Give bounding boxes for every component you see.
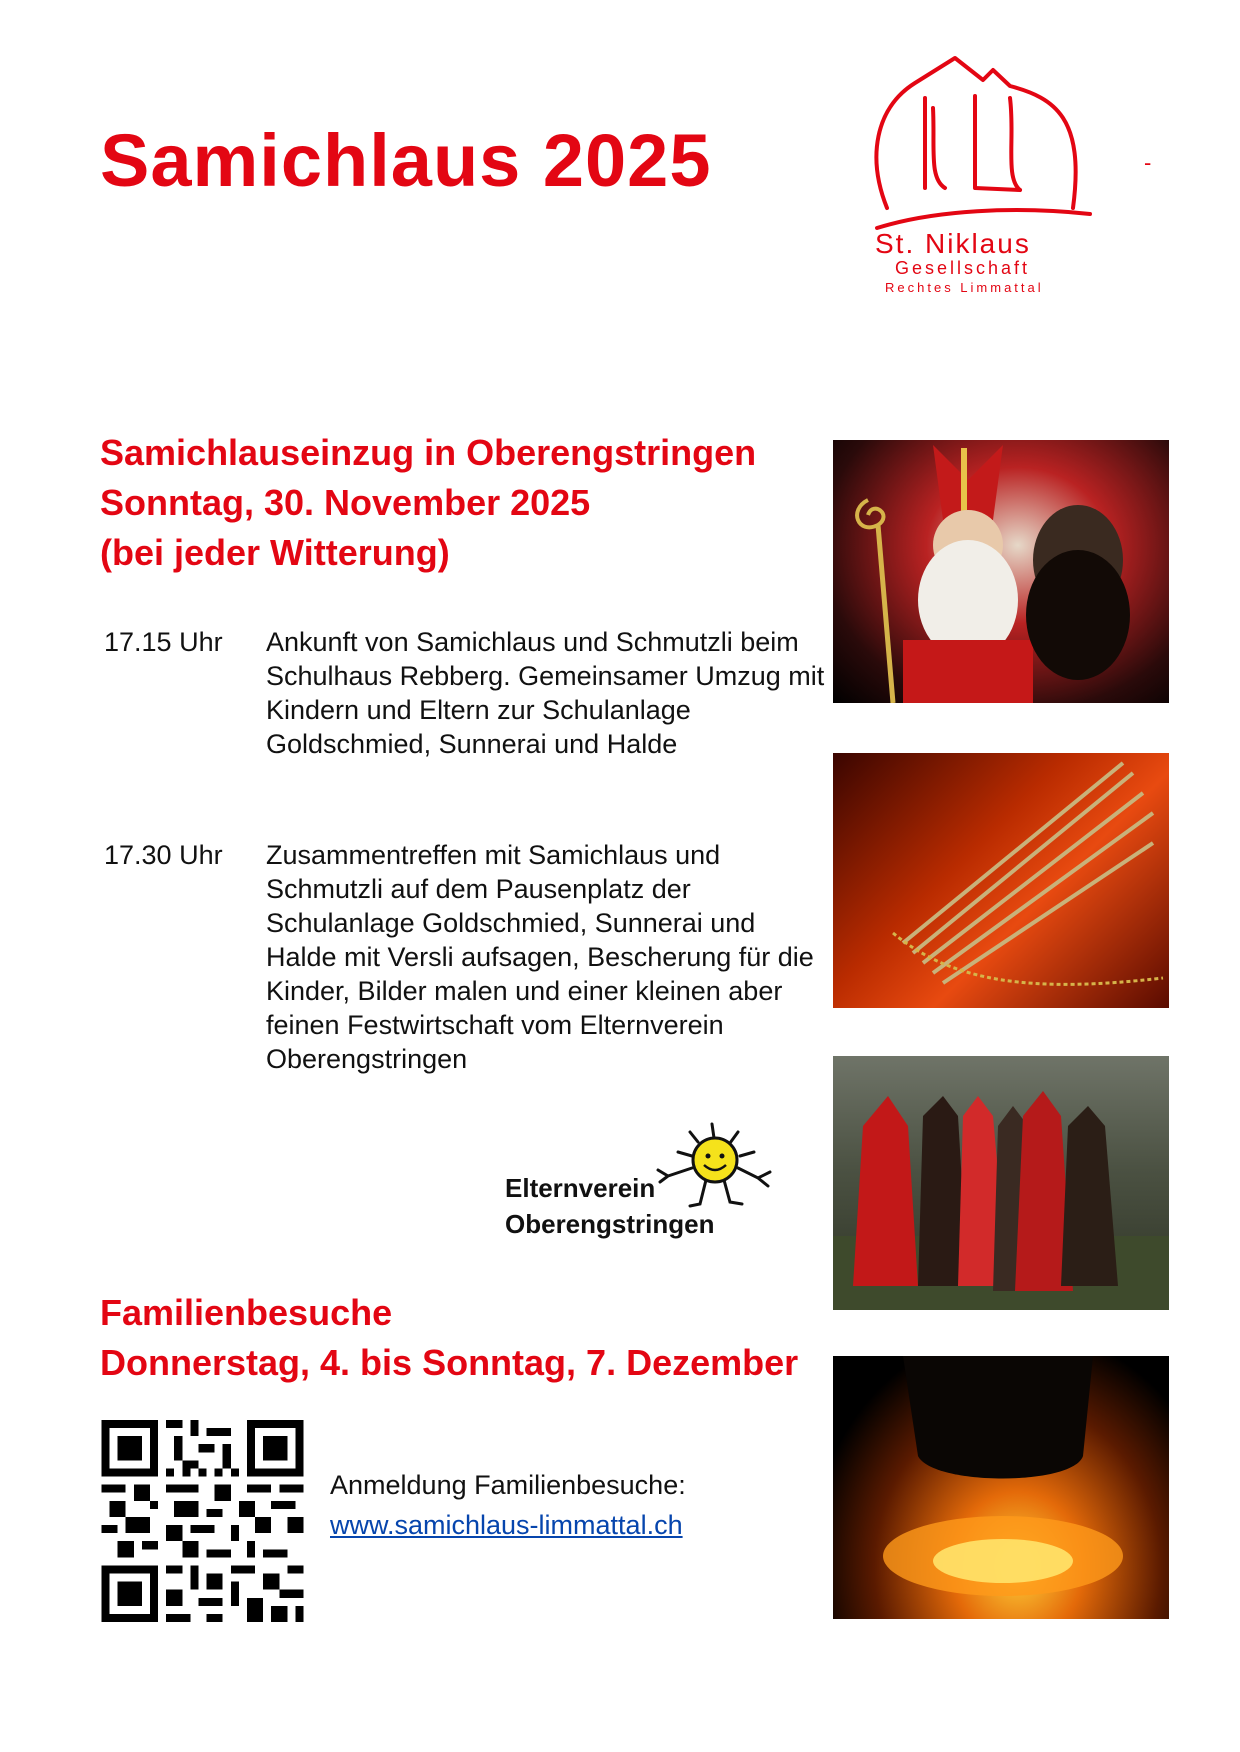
logo-line3: Rechtes Limmattal (885, 280, 1044, 295)
familienbesuche-heading (100, 1288, 798, 1388)
einzug-heading-line2: Sonntag, 30. November 2025 (100, 482, 591, 523)
page-title: Samichlaus 2025 (100, 119, 712, 202)
einzug-heading-line1: Samichlauseinzug in Oberengstringen (100, 432, 757, 473)
schedule-time: 17.15 Uhr (104, 627, 223, 657)
familienbesuche-heading-line2: Donnerstag, 4. bis Sonntag, 7. Dezember (100, 1342, 799, 1383)
einzug-heading-line3: (bei jeder Witterung) (100, 532, 450, 573)
mitre-icon (855, 38, 1145, 328)
elternverein-line2: Oberengstringen (505, 1209, 715, 1239)
schedule-description: Zusammentreffen mit Samichlaus und Schmutzli auf dem Pausenplatz der Schulanlage Goldschmied, Sunnerai und Halde mit Versli aufsagen, Bescherung für die Kinder, Bilder malen und einer kleinen aber feinen Festwirtschaft vom Elternverein Oberengstringen (266, 840, 814, 1074)
einzug-heading (100, 428, 756, 578)
photo-feuer (833, 1356, 1169, 1619)
logo-line1: St. Niklaus (875, 228, 1031, 259)
elternverein-line1: Elternverein (505, 1173, 656, 1203)
familienbesuche-heading-line1: Familienbesuche (100, 1292, 393, 1333)
photo-rute (833, 753, 1169, 1008)
anmeldung-label: Anmeldung Familienbesuche: (330, 1470, 686, 1500)
anmeldung-link[interactable]: www.samichlaus-limmattal.ch (330, 1510, 683, 1540)
schedule-time: 17.30 Uhr (104, 840, 223, 870)
photo-samichlaus-gruppe (833, 1056, 1169, 1310)
decorative-dash: - (1144, 150, 1152, 175)
elternverein-wordmark (505, 1170, 714, 1242)
logo-line2: Gesellschaft (895, 258, 1031, 278)
anmeldung-block (330, 1465, 686, 1545)
photo-samichlaus-schmutzli (833, 440, 1169, 703)
schedule-description: Ankunft von Samichlaus und Schmutzli beim Schulhaus Rebberg. Gemeinsamer Umzug mit Kindern und Eltern zur Schulanlage Goldschmied, Sunnerai und Halde (266, 627, 825, 759)
qr-code (100, 1420, 305, 1622)
st-niklaus-logo (855, 38, 1145, 328)
elternverein-logo (505, 1118, 795, 1240)
